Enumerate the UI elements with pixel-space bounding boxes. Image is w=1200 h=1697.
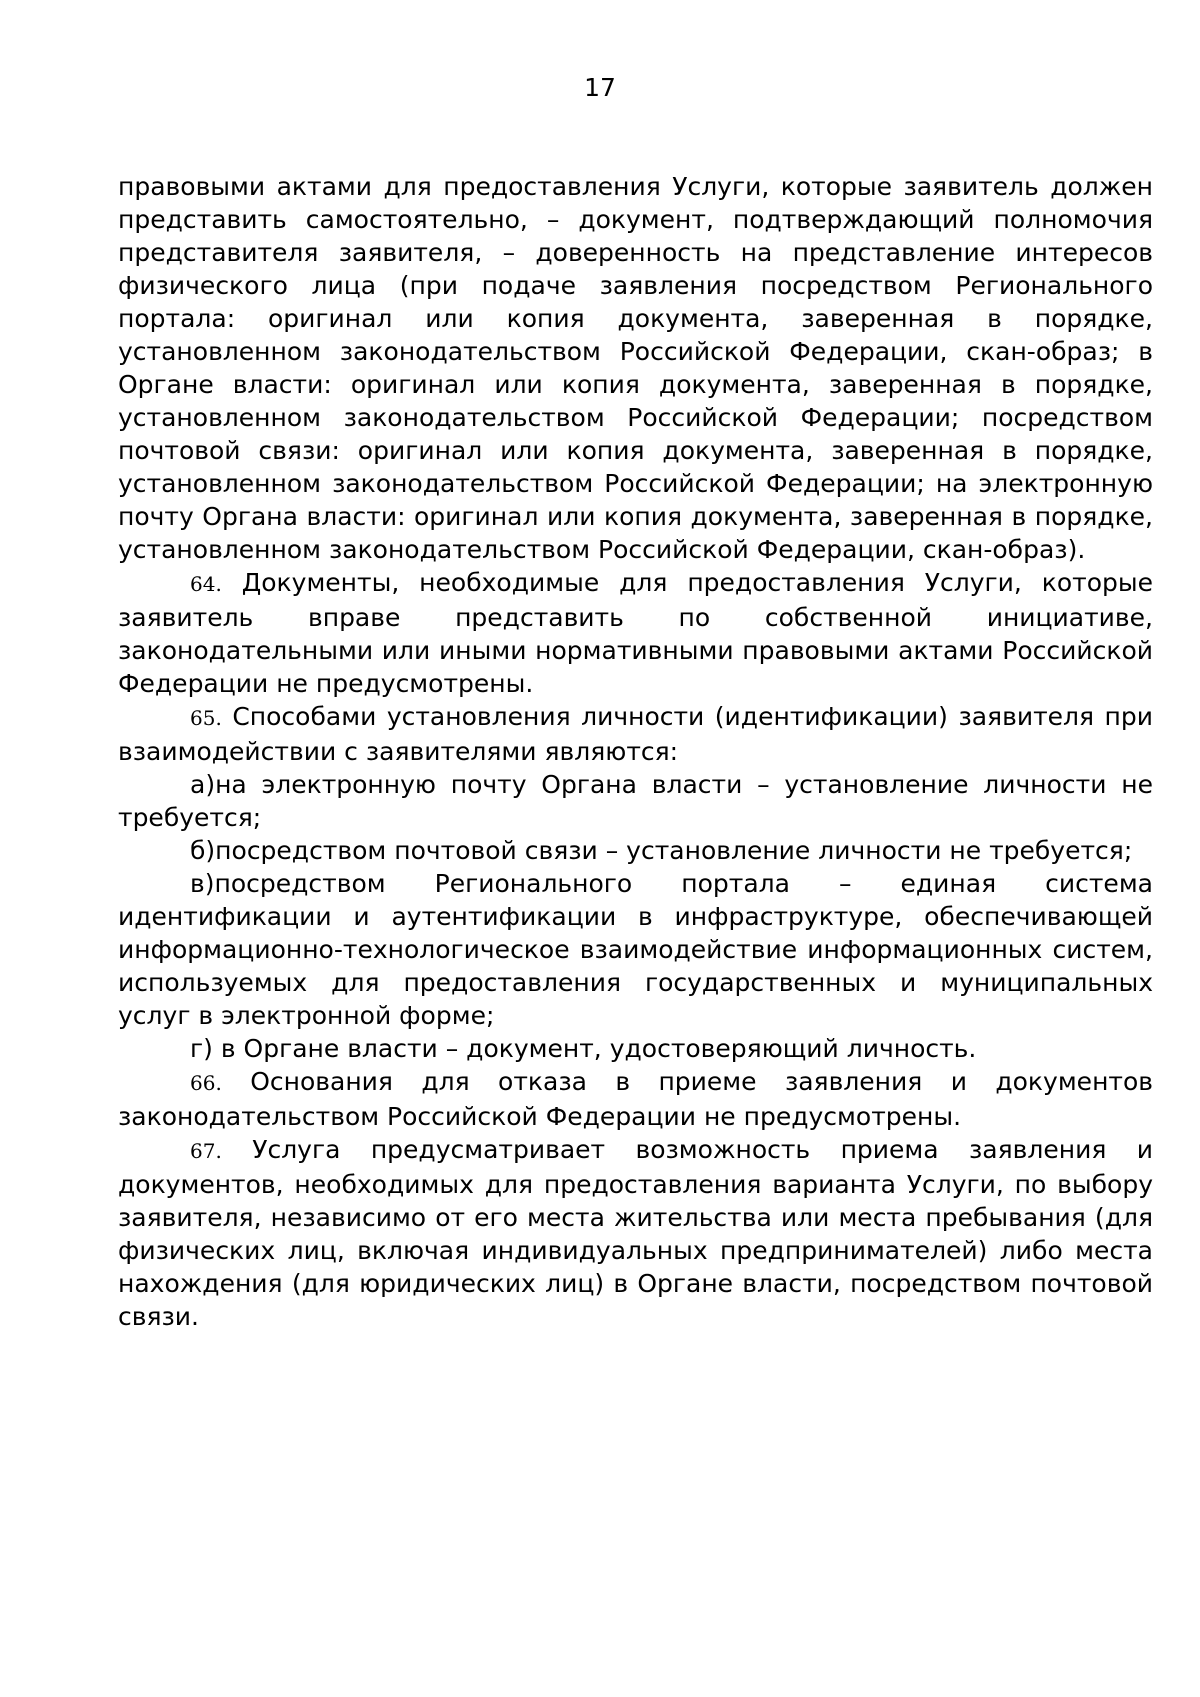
document-body <box>118 170 1153 1333</box>
paragraph-text: Услуга предусматривает возможность приема заявления и документов, необходимых для предоставления варианта Услуги, по выбору заявителя, независимо от его места жительства или места пребывания (для физических лиц, включая индивидуальных предпринимателей) либо места нахождения (для юридических лиц) в Органе власти, посредством почтовой связи. <box>118 1135 1153 1331</box>
paragraph-64 <box>118 566 1153 700</box>
paragraph-continuation: правовыми актами для предоставления Услуги, которые заявитель должен представить самостоятельно, – документ, подтверждающий полномочия представителя заявителя, – доверенность на представление интересов физического лица (при подаче заявления посредством Регионального портала: оригинал или копия документа, заверенная в порядке, установленном законодательством Российской Федерации, скан-образ; в Органе власти: оригинал или копия документа, заверенная в порядке, установленном законодательством Российской Федерации; посредством почтовой связи: оригинал или копия документа, заверенная в порядке, установленном законодательством Российской Федерации; на электронную почту Органа власти: оригинал или копия документа, заверенная в порядке, установленном законодательством Российской Федерации, скан-образ). <box>118 172 1153 564</box>
paragraph-number: 65. <box>190 706 222 730</box>
paragraph-number: 66. <box>190 1071 222 1095</box>
paragraph-67 <box>118 1133 1153 1333</box>
list-item-text: посредством почтовой связи – установление личности не требуется; <box>215 836 1133 865</box>
paragraph-number: 67. <box>190 1139 222 1163</box>
paragraph-66 <box>118 1065 1153 1133</box>
paragraph-text: Документы, необходимые для предоставления Услуги, которые заявитель вправе представить по собственной инициативе, законодательными или иными нормативными правовыми актами Российской Федерации не предусмотрены. <box>118 568 1153 698</box>
list-item-text: на электронную почту Органа власти – установление личности не требуется; <box>118 770 1153 832</box>
list-item-text: в Органе власти – документ, удостоверяющий личность. <box>220 1034 977 1063</box>
list-item-v <box>118 867 1153 1032</box>
paragraph-number: 64. <box>190 572 222 596</box>
list-item-text: посредством Регионального портала – единая система идентификации и аутентификации в инфраструктуре, обеспечивающей информационно-технологическое взаимодействие информационных систем, используемых для предоставления государственных и муниципальных услуг в электронной форме; <box>118 869 1153 1030</box>
list-marker: а) <box>190 770 216 799</box>
page-number: 17 <box>584 73 616 102</box>
list-marker: б) <box>190 836 216 865</box>
list-item-b <box>118 834 1153 867</box>
paragraph-65 <box>118 700 1153 768</box>
paragraph-text: Способами установления личности (идентификации) заявителя при взаимодействии с заявителями являются: <box>118 702 1154 766</box>
paragraph-text: Основания для отказа в приеме заявления и документов законодательством Российской Федерации не предусмотрены. <box>118 1067 1154 1131</box>
list-marker: в) <box>190 869 215 898</box>
list-item-g <box>118 1032 1153 1065</box>
list-marker: г) <box>190 1034 213 1063</box>
list-item-a <box>118 768 1153 834</box>
